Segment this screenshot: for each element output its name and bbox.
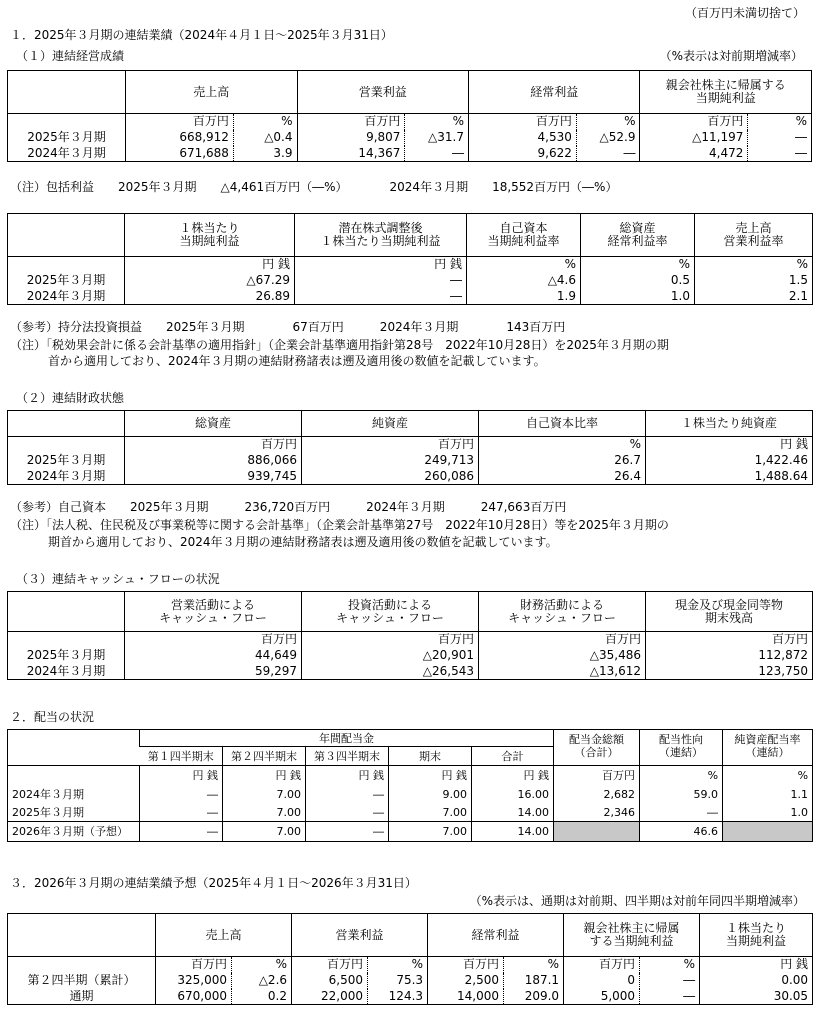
table-cell: 当期純利益 (179, 234, 240, 248)
table-row (8, 289, 813, 305)
section1-title: １．2025年３月期の連結業績（2024年４月１日～2025年３月31日） (10, 28, 393, 42)
table-cell: 249,713 (302, 453, 479, 469)
table-cell: する当期純利益 (589, 934, 674, 948)
table-cell: 1,422.46 (646, 453, 813, 469)
table-cell: 9,807 (297, 130, 405, 146)
table-cell: 0.00 (700, 973, 813, 989)
comprehensive-income-note: （注）包括利益 2025年３月期 △4,461百万円（―%） 2024年３月期 18,552百万円（―%） (10, 180, 618, 194)
table-cell: 百万円 (302, 437, 479, 453)
table-row (8, 453, 813, 469)
table-cell: 7.00 (223, 804, 306, 822)
table-cell: 670,000 (156, 989, 232, 1005)
table-cell: % (695, 257, 813, 273)
table-cell: 59,297 (125, 664, 302, 680)
table-cell: △31.7 (405, 130, 469, 146)
forecast-table (7, 913, 813, 1005)
table-cell: 第１四半期末 (140, 747, 223, 766)
table-cell: 円 銭 (140, 766, 223, 786)
table-cell: 百万円 (564, 957, 640, 973)
table-cell: 7.00 (389, 822, 472, 842)
table-cell: 百万円 (156, 957, 232, 973)
table-cell: キャッシュ・フロー (159, 610, 267, 625)
table-cell: 当期純利益率 (487, 234, 560, 248)
table-cell: △67.29 (125, 273, 295, 289)
table-cell: 22,000 (292, 989, 368, 1005)
table-cell: 2024年３月期 (27, 145, 106, 160)
table-cell: ― (295, 273, 467, 289)
table-cell: 営業利益率 (723, 234, 784, 248)
table-cell: 4,530 (468, 130, 576, 146)
table-cell: △11,197 (640, 130, 748, 146)
table-cell: △26,543 (302, 664, 479, 680)
table-cell: 2026年３月期（予想） (12, 825, 128, 838)
financial-position-table (7, 410, 813, 485)
table-cell: 円 銭 (223, 766, 306, 786)
table-row (8, 664, 813, 680)
table-cell: 1.0 (581, 289, 695, 305)
table-cell: 187.1 (504, 973, 564, 989)
table-cell: 2025年３月期 (27, 130, 106, 144)
table-cell: % (233, 114, 297, 130)
table-cell: 14,000 (428, 989, 504, 1005)
table-cell: 7.00 (389, 804, 472, 822)
table-cell: （合計） (574, 746, 619, 759)
per-share-table (7, 213, 813, 305)
table-cell: ― (748, 146, 812, 162)
table-cell: ― (306, 822, 389, 842)
table-cell: 2,500 (428, 973, 504, 989)
table-cell: 財務活動による (519, 597, 604, 612)
table-cell: 経常利益 (428, 914, 564, 957)
table-cell: ― (306, 804, 389, 822)
table-cell: % (479, 437, 646, 453)
table-cell: 668,912 (126, 130, 234, 146)
table-cell: 14.00 (472, 804, 554, 822)
table-cell: 百万円 (125, 437, 302, 453)
table-cell: 2,346 (554, 804, 640, 822)
equity-method-note: （参考）持分法投資損益 2025年３月期 67百万円 2024年３月期 143百万円 (10, 320, 566, 334)
table-cell: 百万円 (479, 632, 646, 648)
table-cell: 1,488.64 (646, 469, 813, 485)
table-cell: 期末残高 (704, 610, 753, 625)
table-cell: １株当たり純資産 (646, 411, 813, 437)
table-cell: 自己資本比率 (479, 411, 646, 437)
table-row (8, 648, 813, 664)
table-cell: 59.0 (640, 786, 723, 804)
table-cell: 3.9 (233, 146, 297, 162)
table-cell: 円 銭 (389, 766, 472, 786)
table-cell: 営業利益 (292, 914, 428, 957)
table-cell: 百万円 (428, 957, 504, 973)
table-cell: 30.05 (700, 989, 813, 1005)
table-cell: 26.89 (125, 289, 295, 305)
table-cell: △4.6 (467, 273, 581, 289)
table-cell: 2025年３月期 (26, 273, 106, 287)
table-cell: 2024年３月期 (26, 288, 106, 303)
subsection3-title: （３）連結キャッシュ・フローの状況 (16, 572, 220, 586)
table-cell: 2.1 (695, 289, 813, 305)
table-cell: % (723, 766, 813, 786)
table-cell: 112,872 (646, 648, 813, 664)
table-cell (723, 822, 813, 842)
table-cell: % (748, 114, 812, 130)
table-cell: 44,649 (125, 648, 302, 664)
table-cell: 671,688 (126, 146, 234, 162)
header-sales: 売上高 (126, 71, 297, 114)
table-cell: 合計 (472, 747, 554, 766)
dividend-table (7, 729, 813, 842)
table-cell: 円 銭 (306, 766, 389, 786)
table-cell: 7.00 (223, 822, 306, 842)
table-cell: 1.0 (723, 804, 813, 822)
table-cell: 9,622 (468, 146, 576, 162)
table-cell: 第３四半期末 (306, 747, 389, 766)
table-cell: 7.00 (223, 786, 306, 804)
header-ord-income: 経常利益 (468, 71, 639, 114)
note-b-line1: （注）「法人税、住民税及び事業税等に関する会計基準」（企業会計基準第27号 2022年10月28日）等を2025年３月期の (10, 518, 669, 532)
table-cell: （連結） (745, 746, 790, 759)
table-cell: 円 銭 (295, 257, 467, 273)
table-cell: 百万円 (554, 766, 640, 786)
own-capital-note: （参考）自己資本 2025年３月期 236,720百万円 2024年３月期 247,663百万円 (10, 500, 567, 514)
table-cell: 総資産 (125, 411, 302, 437)
table-row (8, 786, 813, 804)
table-cell: 円 銭 (472, 766, 554, 786)
table-cell: １株当たり (179, 221, 240, 235)
table-cell: 26.7 (479, 453, 646, 469)
table-cell: % (640, 766, 723, 786)
table-cell: １株当たり当期純利益 (320, 234, 441, 248)
table-cell: % (368, 957, 428, 973)
table-cell: % (467, 257, 581, 273)
table-cell: １株当たり (726, 921, 787, 935)
table-cell: 2,682 (554, 786, 640, 804)
table-cell: 6,500 (292, 973, 368, 989)
table-cell: △0.4 (233, 130, 297, 146)
table-cell: 円 銭 (125, 257, 295, 273)
table-cell: ― (140, 786, 223, 804)
table-cell: 潜在株式調整後 (338, 221, 423, 235)
table-cell: 2024年３月期 (26, 468, 106, 483)
table-cell: ― (306, 786, 389, 804)
table-cell: 14,367 (297, 146, 405, 162)
subsection2-title: （２）連結財政状態 (16, 391, 125, 405)
table-cell: △20,901 (302, 648, 479, 664)
table-cell: 124.3 (368, 989, 428, 1005)
section2-title: ２．配当の状況 (10, 710, 95, 724)
table-cell: キャッシュ・フロー (508, 610, 616, 625)
table-cell: 当期純利益 (695, 91, 756, 105)
table-cell: 純資産 (302, 411, 479, 437)
table-cell: 百万円 (292, 957, 368, 973)
table-cell: ― (140, 804, 223, 822)
table-cell: 939,745 (125, 469, 302, 485)
table-cell: 百万円 (297, 114, 405, 130)
table-cell: 配当金総額 (569, 733, 625, 746)
table-cell: ― (140, 822, 223, 842)
forecast-pct-note: （%表示は、通期は対前期、四半期は対前年同四半期増減率） (469, 894, 805, 908)
table-cell: 現金及び現金同等物 (674, 597, 783, 612)
table-cell: 75.3 (368, 973, 428, 989)
table-cell (554, 822, 640, 842)
operating-results-table (7, 70, 812, 162)
table-row (8, 130, 812, 146)
table-cell: 通期 (69, 988, 94, 1003)
table-cell: 14.00 (472, 822, 554, 842)
table-cell: ― (640, 804, 723, 822)
note-a-line2: 首から適用しており、2024年３月期の連結財務諸表は遡及適用後の数値を記載しています。 (48, 354, 546, 368)
table-cell: 円 銭 (700, 957, 813, 973)
table-cell: ― (640, 989, 700, 1005)
table-row (8, 273, 813, 289)
table-cell: 4,472 (640, 146, 748, 162)
table-cell: 5,000 (564, 989, 640, 1005)
table-cell: 当期純利益 (726, 934, 787, 948)
table-cell: 配当性向 (659, 733, 704, 746)
table-cell: △13,612 (479, 664, 646, 680)
table-cell: 46.6 (640, 822, 723, 842)
table-cell: 期末 (389, 747, 472, 766)
header-net-income (640, 71, 812, 114)
table-cell: （連結） (659, 746, 704, 759)
header-op-income: 営業利益 (297, 71, 468, 114)
subsection1-title: （１）連結経営成績 (16, 49, 125, 63)
table-cell: 0.5 (581, 273, 695, 289)
table-cell: キャッシュ・フロー (336, 610, 444, 625)
table-cell: 百万円 (646, 632, 813, 648)
table-cell: 1.5 (695, 273, 813, 289)
table-cell: 円 銭 (646, 437, 813, 453)
section3-title: ３．2026年３月期の連結業績予想（2025年４月１日～2026年３月31日） (10, 876, 417, 890)
table-cell: % (640, 957, 700, 973)
table-cell: 16.00 (472, 786, 554, 804)
table-cell: △35,486 (479, 648, 646, 664)
table-cell: 2024年３月期 (26, 663, 106, 678)
table-cell: 親会社株主に帰属する (665, 78, 786, 92)
table-cell: 886,066 (125, 453, 302, 469)
table-cell: ― (295, 289, 467, 305)
table-cell: 売上高 (735, 221, 772, 235)
table-cell: 百万円 (302, 632, 479, 648)
unit-note: （百万円未満切捨て） (684, 6, 805, 20)
table-cell: % (405, 114, 469, 130)
table-cell: 百万円 (126, 114, 234, 130)
table-cell: 2024年３月期 (12, 788, 84, 801)
table-cell: 123,750 (646, 664, 813, 680)
table-cell: △2.6 (232, 973, 292, 989)
forecast-row (8, 822, 813, 842)
table-cell: 1.9 (467, 289, 581, 305)
table-cell: 0.2 (232, 989, 292, 1005)
table-cell: 26.4 (479, 469, 646, 485)
table-cell: 自己資本 (499, 221, 548, 235)
table-cell: 0 (564, 973, 640, 989)
table-cell: 325,000 (156, 973, 232, 989)
table-cell: ― (748, 130, 812, 146)
cash-flow-table (7, 591, 813, 680)
table-cell: % (232, 957, 292, 973)
table-cell: 2025年３月期 (12, 805, 84, 819)
table-cell: 2025年３月期 (26, 648, 106, 662)
table-cell: 第２四半期（累計） (27, 973, 136, 987)
table-cell: % (504, 957, 564, 973)
annual-dividend-header: 年間配当金 (140, 730, 554, 747)
table-row (8, 469, 813, 485)
table-cell: 209.0 (504, 989, 564, 1005)
table-cell: ― (640, 973, 700, 989)
note-a-line1: （注）「税効果会計に係る会計基準の適用指針」（企業会計基準適用指針第28号 2022年10月28日）を2025年３月期の期 (10, 338, 669, 352)
pct-note: （%表示は対前期増減率） (659, 49, 803, 63)
table-row (8, 804, 813, 822)
table-cell: ― (576, 146, 640, 162)
table-cell: % (581, 257, 695, 273)
table-row (8, 146, 812, 162)
note-b-line2: 期首から適用しており、2024年３月期の連結財務諸表は遡及適用後の数値を記載しています。 (48, 535, 558, 549)
table-cell: 総資産 (619, 221, 656, 235)
table-cell: 経常利益率 (607, 234, 668, 248)
table-cell: 百万円 (640, 114, 748, 130)
table-cell: 9.00 (389, 786, 472, 804)
table-cell: △52.9 (576, 130, 640, 146)
table-row (8, 973, 813, 989)
table-cell: 百万円 (468, 114, 576, 130)
table-cell: 親会社株主に帰属 (583, 921, 680, 935)
table-row (8, 989, 813, 1005)
table-cell: 1.1 (723, 786, 813, 804)
table-cell: 百万円 (125, 632, 302, 648)
table-cell: 純資産配当率 (734, 733, 801, 746)
table-cell: ― (405, 146, 469, 162)
table-cell: 営業活動による (170, 597, 255, 612)
table-cell: 投資活動による (347, 597, 432, 612)
table-cell: 売上高 (156, 914, 292, 957)
table-cell: 2025年３月期 (26, 453, 106, 467)
table-cell: 第２四半期末 (223, 747, 306, 766)
table-cell: 260,086 (302, 469, 479, 485)
table-cell: % (576, 114, 640, 130)
